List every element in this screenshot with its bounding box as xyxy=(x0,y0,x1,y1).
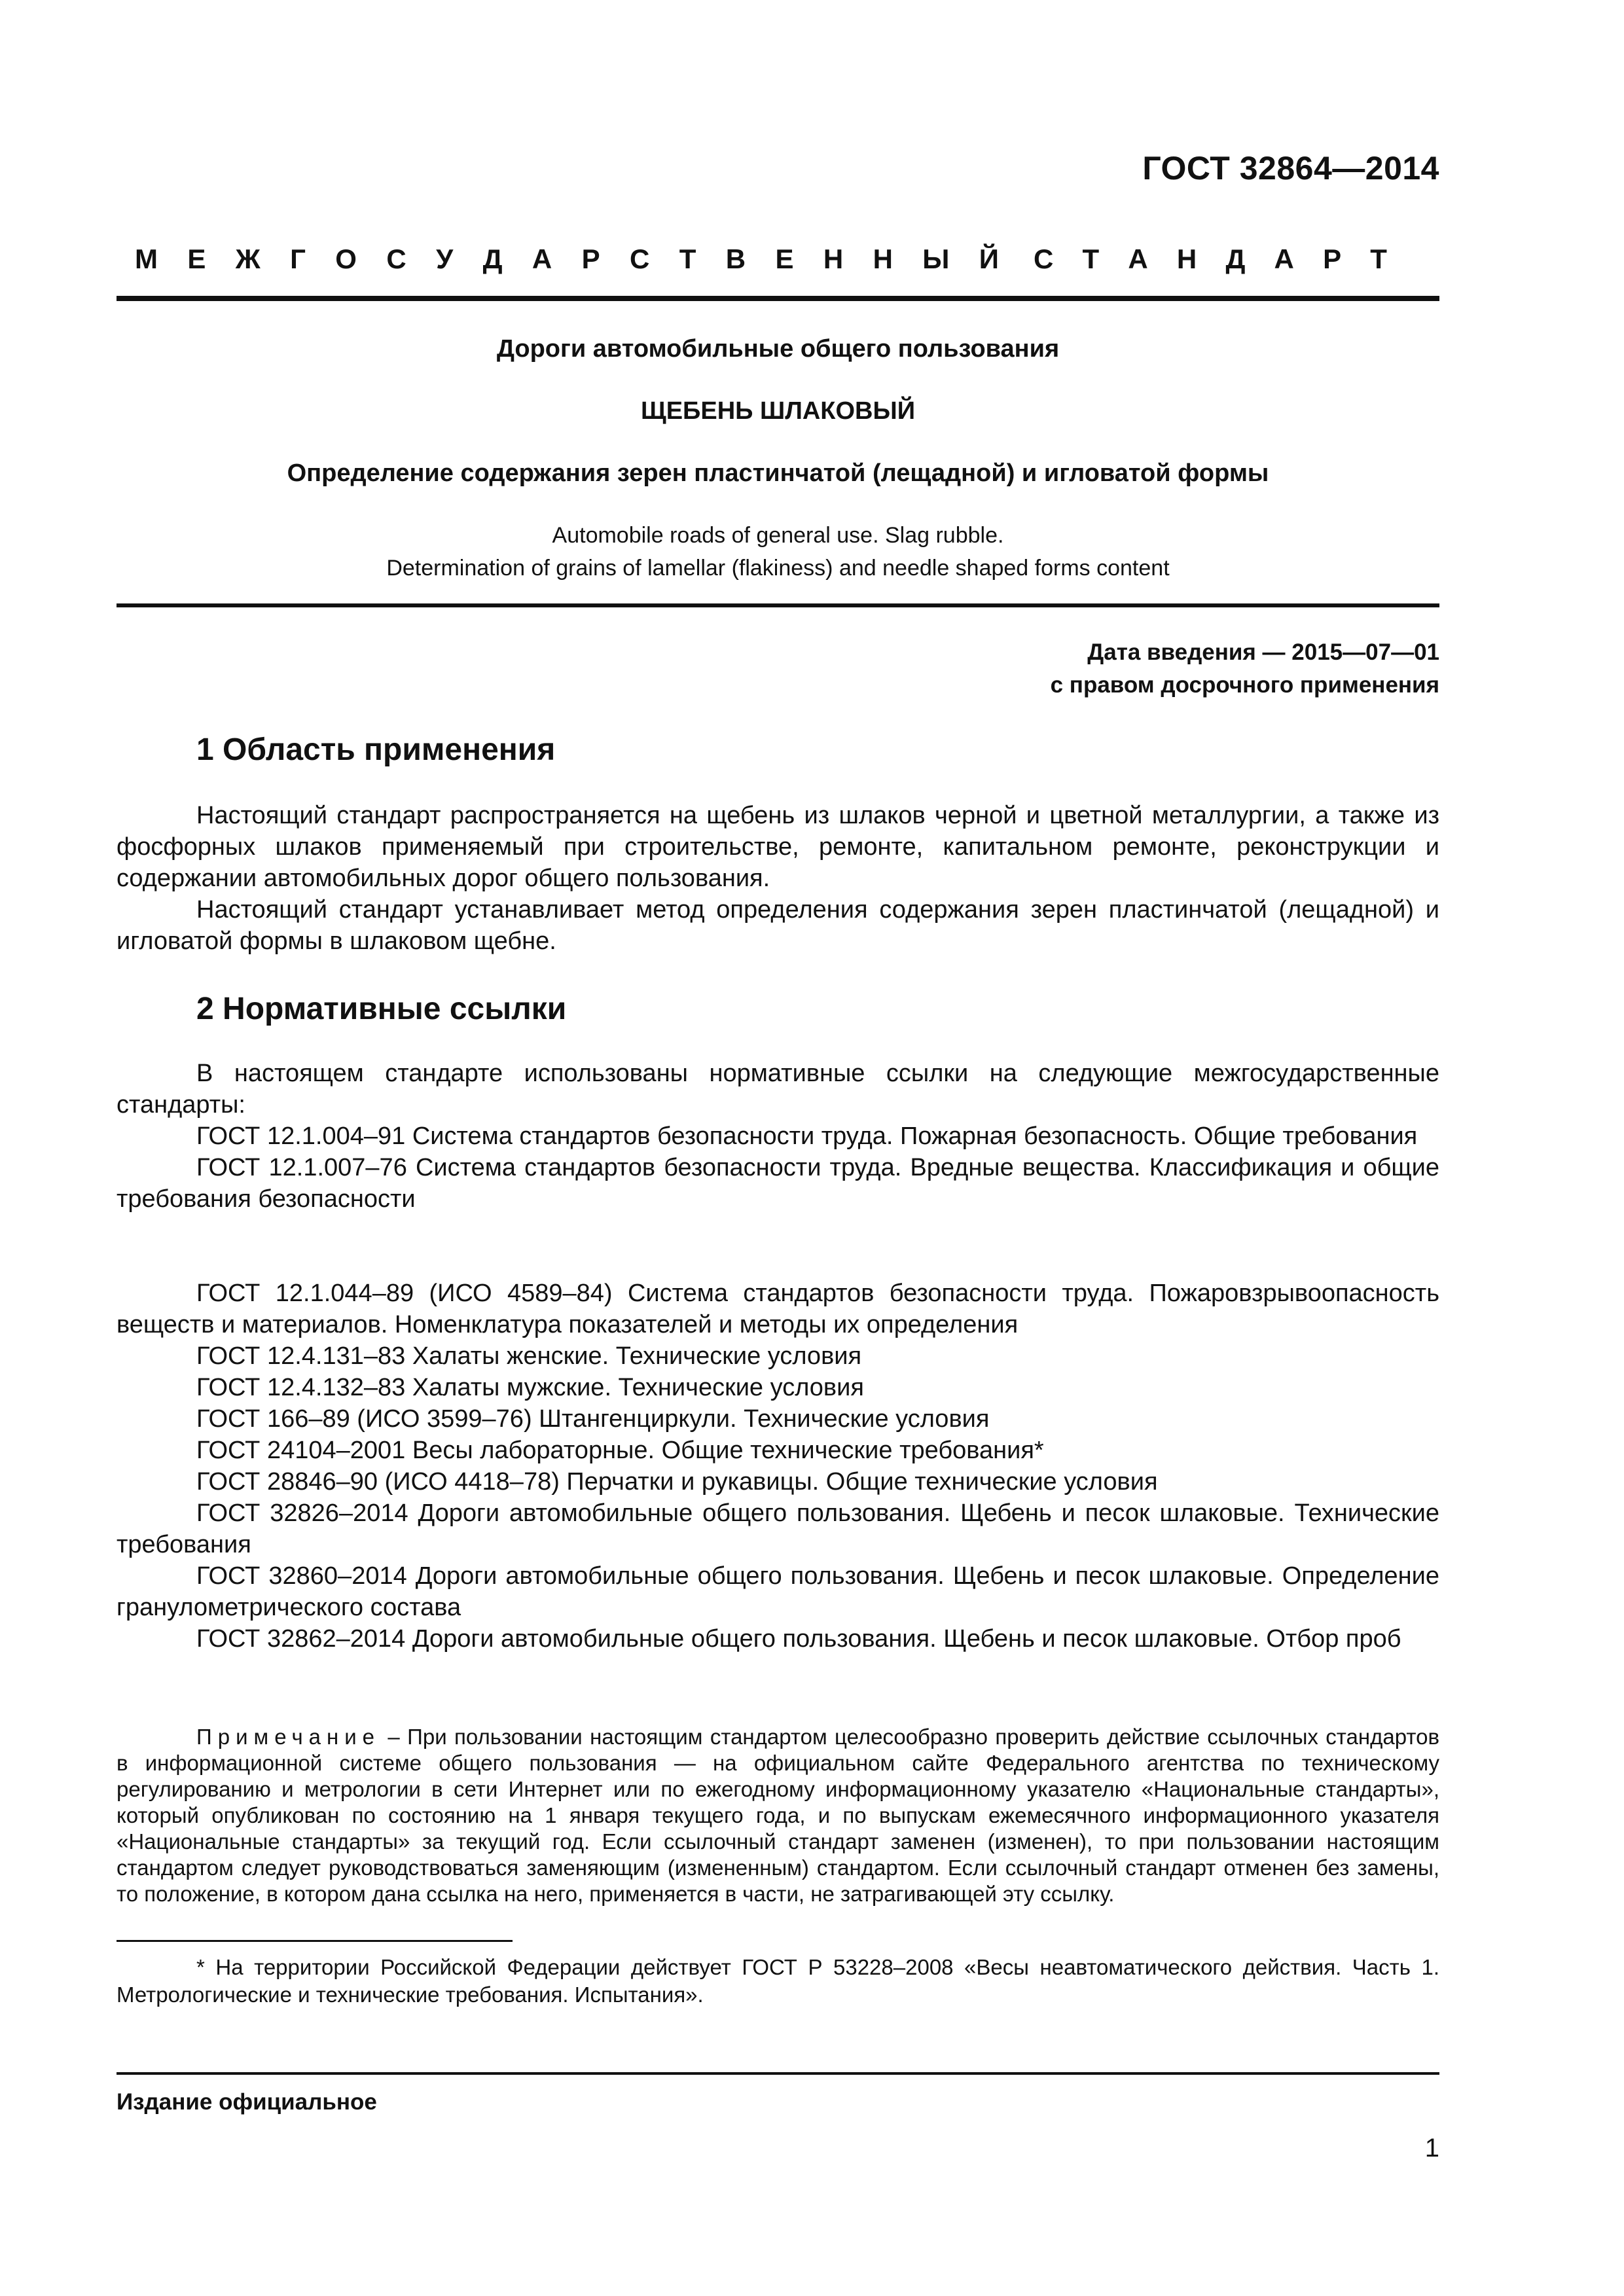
footnote xyxy=(117,1954,1439,2009)
reference-item: ГОСТ 12.1.004–91 Система стандартов безопасности труда. Пожарная безопасность. Общие требования xyxy=(196,1122,1418,1150)
title-rule xyxy=(117,603,1439,607)
reference-item: ГОСТ 12.1.044–89 (ИСО 4589–84) Система стандартов безопасности труда. Пожаровзрывоопасность веществ и материалов. Номенклатура показателей и методы их определения xyxy=(117,1280,1439,1338)
standard-type-word-1 xyxy=(135,243,999,275)
note-paragraph xyxy=(117,1724,1439,1907)
standard-type-letter: Г xyxy=(290,243,306,274)
section-2-body-a xyxy=(117,1058,1439,1215)
title-line-1: Дороги автомобильные общего пользования xyxy=(496,335,1060,363)
reference-item: ГОСТ 32862–2014 Дороги автомобильные общего пользования. Щебень и песок шлаковые. Отбор проб xyxy=(196,1625,1401,1653)
section-1-heading: 1 Область применения xyxy=(196,732,556,767)
english-title xyxy=(117,519,1439,584)
footnote-text: * На территории Российской Федерации действует ГОСТ Р 53228–2008 «Весы неавтоматического действия. Часть 1. Метрологические и технические требования. Испытания». xyxy=(117,1955,1439,2007)
standard-type-letter: М xyxy=(135,243,158,274)
section-1-body xyxy=(117,800,1439,957)
note-text: – При пользовании настоящим стандартом целесообразно проверить действие ссылочных стандартов в информационной системе общего пользования — на официальном сайте Федерального агентства по техническому регулированию и метрологии в сети Интернет или по ежегодному информационному указателю «Национальные стандарты», который опубликован по состоянию на 1 января текущего года, и по выпускам ежемесячного информационного указателя «Национальные стандарты» за текущий год. Если ссылочный стандарт заменен (изменен), то при пользовании настоящим стандартом следует руководствоваться заменяющим (измененным) стандартом. Если ссылочный стандарт отменен без замены, то положение, в котором дана ссылка на него, применяется в части, не затрагивающей эту ссылку. xyxy=(117,1725,1439,1906)
introduction-date-line-2: с правом досрочного применения xyxy=(1050,672,1439,698)
standard-type-letter: Т xyxy=(1370,243,1387,274)
reference-item: ГОСТ 32826–2014 Дороги автомобильные общего пользования. Щебень и песок шлаковые. Технические требования xyxy=(117,1499,1439,1558)
reference-item: ГОСТ 166–89 (ИСО 3599–76) Штангенциркули. Технические условия xyxy=(196,1405,990,1433)
note-block xyxy=(117,1724,1439,1907)
document-page xyxy=(117,0,1439,2296)
standard-type-letter: А xyxy=(1274,243,1294,274)
standard-type-letter: Н xyxy=(823,243,844,274)
standard-type-letter: Е xyxy=(187,243,206,274)
reference-item: ГОСТ 12.1.007–76 Система стандартов безопасности труда. Вредные вещества. Классификация и общие требования безопасности xyxy=(117,1154,1439,1213)
note-label: Примечание xyxy=(196,1725,381,1749)
section-2-body-b xyxy=(117,1278,1439,1655)
standard-type-letter: Ж xyxy=(235,243,261,274)
standard-type-letter: С xyxy=(629,243,650,274)
reference-item: ГОСТ 12.4.131–83 Халаты женские. Технические условия xyxy=(196,1342,862,1370)
title-line-2: ЩЕБЕНЬ ШЛАКОВЫЙ xyxy=(640,397,916,425)
standard-type-letter: Д xyxy=(1225,243,1246,274)
standard-type-letter: Ы xyxy=(922,243,950,274)
english-title-line-1: Automobile roads of general use. Slag rubble. xyxy=(552,523,1004,548)
edition-label: Издание официальное xyxy=(117,2089,377,2115)
standard-type-letter: Р xyxy=(581,243,600,274)
standard-type-word-2 xyxy=(1034,243,1387,275)
standard-type-letter: Т xyxy=(1082,243,1100,274)
english-title-line-2: Determination of grains of lamellar (flakiness) and needle shaped forms content xyxy=(386,556,1170,581)
title-line-3: Определение содержания зерен пластинчатой (лещадной) и игловатой формы xyxy=(287,459,1269,487)
standard-type-letter: Р xyxy=(1323,243,1342,274)
standard-type-letter: Й xyxy=(979,243,999,274)
standard-type-letter: Н xyxy=(873,243,893,274)
reference-item: ГОСТ 28846–90 (ИСО 4418–78) Перчатки и рукавицы. Общие технические условия xyxy=(196,1468,1158,1496)
standard-type-letter: А xyxy=(532,243,552,274)
reference-paragraph: В настоящем стандарте использованы нормативные ссылки на следующие межгосударственные стандарты: xyxy=(117,1060,1439,1119)
standard-type-letter: У xyxy=(436,243,454,274)
header-rule xyxy=(117,296,1439,301)
standard-type-letter: Е xyxy=(775,243,794,274)
section-1-paragraph: Настоящий стандарт устанавливает метод определения содержания зерен пластинчатой (лещадной) и игловатой формы в шлаковом щебне. xyxy=(117,896,1439,955)
standard-type-letter: О xyxy=(335,243,357,274)
reference-item: ГОСТ 32860–2014 Дороги автомобильные общего пользования. Щебень и песок шлаковые. Определение гранулометрического состава xyxy=(117,1562,1439,1621)
standard-type-letter: Д xyxy=(482,243,503,274)
section-2-heading: 2 Нормативные ссылки xyxy=(196,992,567,1026)
standard-type-letter: Н xyxy=(1176,243,1197,274)
standard-type-letter: Т xyxy=(679,243,696,274)
reference-item: ГОСТ 12.4.132–83 Халаты мужские. Технические условия xyxy=(196,1374,864,1401)
standard-type-heading xyxy=(135,243,1387,275)
standard-type-letter: С xyxy=(386,243,406,274)
section-1-paragraph: Настоящий стандарт распространяется на щебень из шлаков черной и цветной металлургии, а также из фосфорных шлаков применяемый при строительстве, ремонте, капитальном ремонте, реконструкции и содержании автомобильных дорог общего пользования. xyxy=(117,802,1439,892)
introduction-date xyxy=(1051,636,1439,702)
introduction-date-line-1: Дата введения — 2015—07—01 xyxy=(1087,639,1439,665)
standard-type-letter: А xyxy=(1128,243,1148,274)
gost-number: ГОСТ 32864—2014 xyxy=(1142,150,1439,187)
footer-rule xyxy=(117,2072,1439,2075)
footnote-separator xyxy=(117,1940,513,1942)
standard-type-letter: С xyxy=(1034,243,1054,274)
reference-item: ГОСТ 24104–2001 Весы лабораторные. Общие технические требования* xyxy=(196,1437,1044,1464)
standard-type-letter: В xyxy=(725,243,746,274)
page-number: 1 xyxy=(1424,2134,1439,2162)
